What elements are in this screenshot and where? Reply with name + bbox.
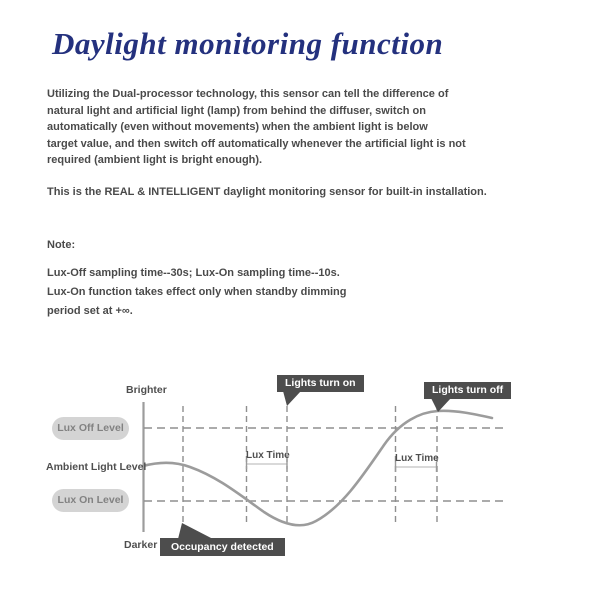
intro-line: Utilizing the Dual-processor technology, this sensor can tell the difference of <box>47 88 449 100</box>
lights-on-callout-pointer <box>283 391 301 406</box>
note-body <box>47 264 346 321</box>
occupancy-detected-callout: Occupancy detected <box>160 538 285 556</box>
summary-paragraph: This is the REAL & INTELLIGENT daylight monitoring sensor for built-in installation. <box>47 186 487 198</box>
intro-line: required (ambient light is bright enough). <box>47 154 263 166</box>
lights-turn-on-callout: Lights turn on <box>277 375 364 392</box>
intro-line: automatically (even without movements) when the ambient light is below <box>47 121 428 133</box>
occupancy-callout-pointer <box>178 523 213 539</box>
note-line: Lux-On function takes effect only when standby dimming <box>47 286 347 298</box>
note-line: Lux-Off sampling time--30s; Lux-On sampling time--10s. <box>47 267 340 279</box>
note-line: period set at +∞. <box>47 305 133 317</box>
note-label: Note: <box>47 239 76 251</box>
lights-turn-off-callout: Lights turn off <box>424 382 511 399</box>
lux-off-level-pill: Lux Off Level <box>52 417 129 440</box>
axis-top-label: Brighter <box>126 384 167 396</box>
lux-on-level-pill: Lux On Level <box>52 489 129 512</box>
intro-line: target value, and then switch off automatically whenever the artificial light is not <box>47 137 466 150</box>
intro-paragraph <box>47 86 466 169</box>
daylight-diagram <box>0 365 600 580</box>
intro-line: natural light and artificial light (lamp) from behind the diffuser, switch on <box>47 104 426 117</box>
lux-time-label-1: Lux Time <box>246 450 290 461</box>
axis-bottom-label: Darker <box>124 539 158 551</box>
ambient-light-level-label: Ambient Light Level <box>46 461 147 473</box>
page-title: Daylight monitoring function <box>52 26 444 61</box>
lux-time-label-2: Lux Time <box>395 453 439 464</box>
